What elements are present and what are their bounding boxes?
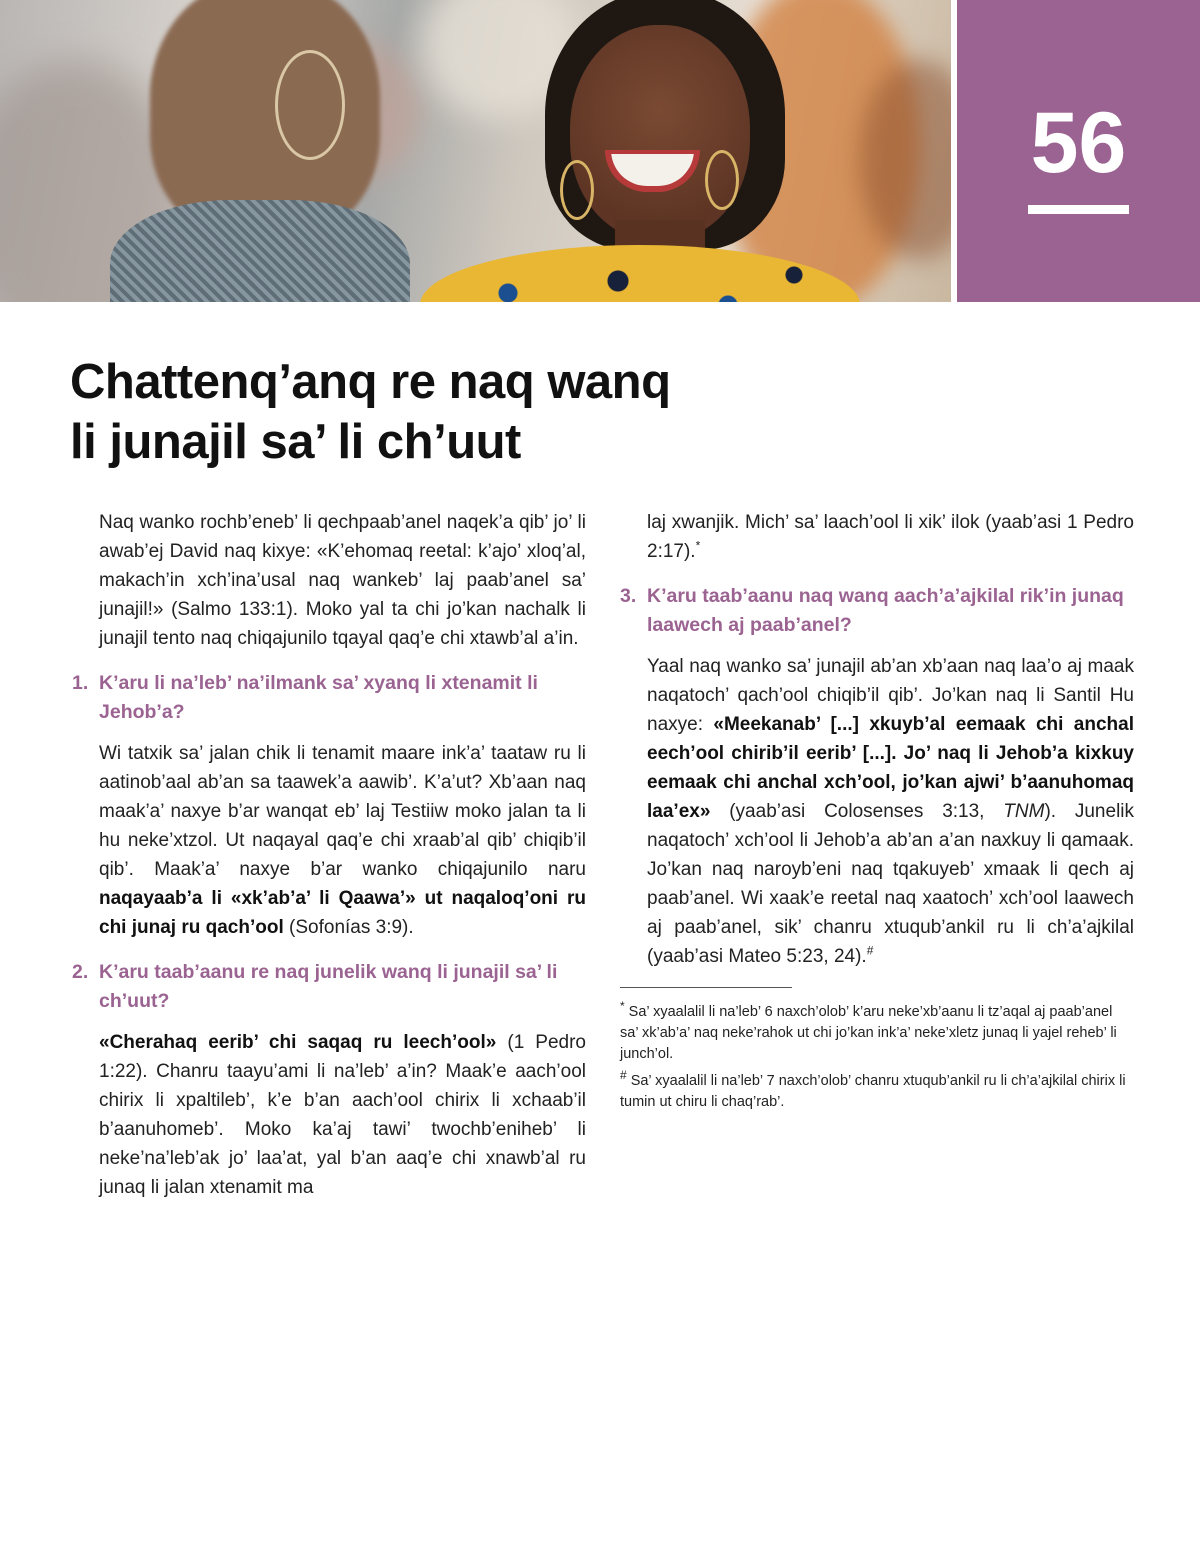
answer-2-continuation-text: laj xwanjik. Mich’ sa’ laach’ool li xik’ ilok (yaab’asi 1 Pedro 2:17). bbox=[647, 512, 1134, 562]
answer-1-paragraph bbox=[72, 739, 586, 942]
answer-1-bold-text: naqayaab’a li «xk’ab’a’ li Qaawa’» ut naqaloq’oni ru chi junaj ru qach’ool bbox=[99, 888, 586, 938]
right-column bbox=[620, 508, 1134, 1119]
answer-3-italic-text: TNM bbox=[1003, 801, 1045, 822]
lesson-number-underline bbox=[1028, 205, 1129, 214]
person-left-earring bbox=[275, 50, 345, 160]
footnote-ref-asterisk[interactable]: * bbox=[695, 538, 701, 553]
footnote-1-mark: * bbox=[620, 999, 625, 1014]
page-title bbox=[70, 352, 830, 472]
question-1-text: K’aru li na’leb’ na’ilmank sa’ xyanq li xtenamit li Jehob’a? bbox=[99, 672, 538, 723]
person-right-earring-right bbox=[705, 150, 739, 210]
answer-3-text-end: ). Junelik naqatoch’ xch’ool li Jehob’a ab’an a’an naxkuy li qamaak. Jo’kan naq naroyb’eni naq tqakuyeb’ xmaak li qech aj paab’anel. Wi xaak’e reetal naq xaatoch’ xch’ool laawech aj paab’anel, sik’ chanru xtuqub’ankil ru li ch’a’ajkilal (yaab’asi Mateo 5:23, 24). bbox=[647, 801, 1135, 967]
footnote-1-text: Sa’ xyaalalil li na’leb’ 6 naxch’olob’ k’aru neke’xb’aanu li tz’aqal aj paab’anel sa’ xk’ab’a’ naq neke’rahok ut chi jo’kan ink’a’ neke’xletz junaq li yajel reheb’ li junch’ol. bbox=[620, 1004, 1117, 1062]
answer-2-continuation bbox=[620, 508, 1134, 566]
left-column bbox=[72, 508, 586, 1218]
answer-1-text-start: Wi tatxik sa’ jalan chik li tenamit maare ink’a’ taataw ru li aatinob’aal ab’an sa taawek’a aawib’. K’a’ut? Xb’aan naq maak’a’ naxye b’ar wanqat eb’ laj Testiiw moko jalan ta li hu neke’xtzol. Ut naqayal qaq’e chi xraab’al qib’ chiqib’il qib’. Maak’a’ naxye b’ar wanko chiqajunilo naru bbox=[99, 743, 586, 880]
question-3 bbox=[620, 582, 1134, 640]
answer-3-paragraph bbox=[620, 652, 1134, 971]
answer-3-text-start: Yaal naq wanko sa’ junajil ab’an xb’aan naq laa’o aj maak naqatoch’ qach’ool chiqib’il qib’. Jo’kan naq li Santil Hu naxye: bbox=[647, 656, 1134, 735]
answer-2-bold-text: «Cherahaq eerib’ chi saqaq ru leech’ool» bbox=[99, 1032, 497, 1053]
person-right-earring-left bbox=[560, 160, 594, 220]
footnote-1 bbox=[620, 999, 1134, 1065]
page-title-line-2: li junajil sa’ li ch’uut bbox=[70, 415, 521, 469]
intro-paragraph: Naq wanko rochb’eneb’ li qechpaab’anel naqek’a qib’ jo’ li awab’ej David naq kixye: «K’ehomaq reetal: k’ajo’ xloq’al, makach’in xch’ina’usal naq wankeb’ laj paab’anel sa’ junajil!» (Salmo 133:1). Moko yal ta chi jo’kan nachalk li junajil tento naq chiqajunilo tqayal qaq’e chi xtawb’al a’in. bbox=[99, 512, 586, 649]
question-3-number: 3. bbox=[620, 585, 637, 607]
answer-3-text-mid: (yaab’asi Colosenses 3:13, bbox=[710, 801, 1004, 822]
lesson-number: 56 bbox=[1030, 95, 1127, 191]
question-2-text: K’aru taab’aanu re naq junelik wanq li junajil sa’ li ch’uut? bbox=[99, 961, 558, 1012]
lesson-number-badge bbox=[957, 0, 1200, 302]
answer-1-text-end: (Sofonías 3:9). bbox=[283, 917, 414, 938]
page-title-line-1: Chattenq’anq re naq wanq bbox=[70, 355, 671, 409]
hero-photo bbox=[0, 0, 951, 302]
footnote-divider bbox=[620, 987, 792, 988]
answer-2-text-rest: (1 Pedro 1:22). Chanru taayu’ami li na’leb’ a’in? Maak’e aach’ool chirix li xpaltileb’, k’e b’an aach’ool chirix li xchaab’il b’aanuhomeb’. Moko ka’aj tawi’ twochb’eniheb’ li neke’na’leb’ak jo’ laa’at, yal b’an aaq’e chi xnawb’al ru junaq li jalan xtenamit ma bbox=[99, 1032, 586, 1198]
footnote-2 bbox=[620, 1068, 1134, 1113]
answer-2-paragraph bbox=[72, 1028, 586, 1202]
question-1 bbox=[72, 669, 586, 727]
question-2-number: 2. bbox=[72, 961, 89, 983]
answer-3-bold-text: «Meekanab’ [...] xkuyb’al eemaak chi anchal eech’ool chirib’il eerib’ [...]. Jo’ naq li Jehob’a kixkuy eemaak chi anchal xch’ool, jo’kan ajwi’ b’aanuhomaq laa’ex» bbox=[647, 714, 1134, 822]
question-2 bbox=[72, 958, 586, 1016]
question-1-number: 1. bbox=[72, 672, 89, 694]
question-3-text: K’aru taab’aanu naq wanq aach’a’ajkilal rik’in junaq laawech aj paab’anel? bbox=[647, 585, 1124, 636]
footnote-2-mark: # bbox=[620, 1068, 627, 1083]
footnote-ref-hash[interactable]: # bbox=[866, 943, 874, 958]
person-left-shoulder bbox=[110, 200, 410, 302]
footnote-2-text: Sa’ xyaalalil li na’leb’ 7 naxch’olob’ chanru xtuqub’ankil ru li ch’a’ajkilal chirix li tumin ut chiru li chaq’rab’. bbox=[620, 1073, 1126, 1110]
